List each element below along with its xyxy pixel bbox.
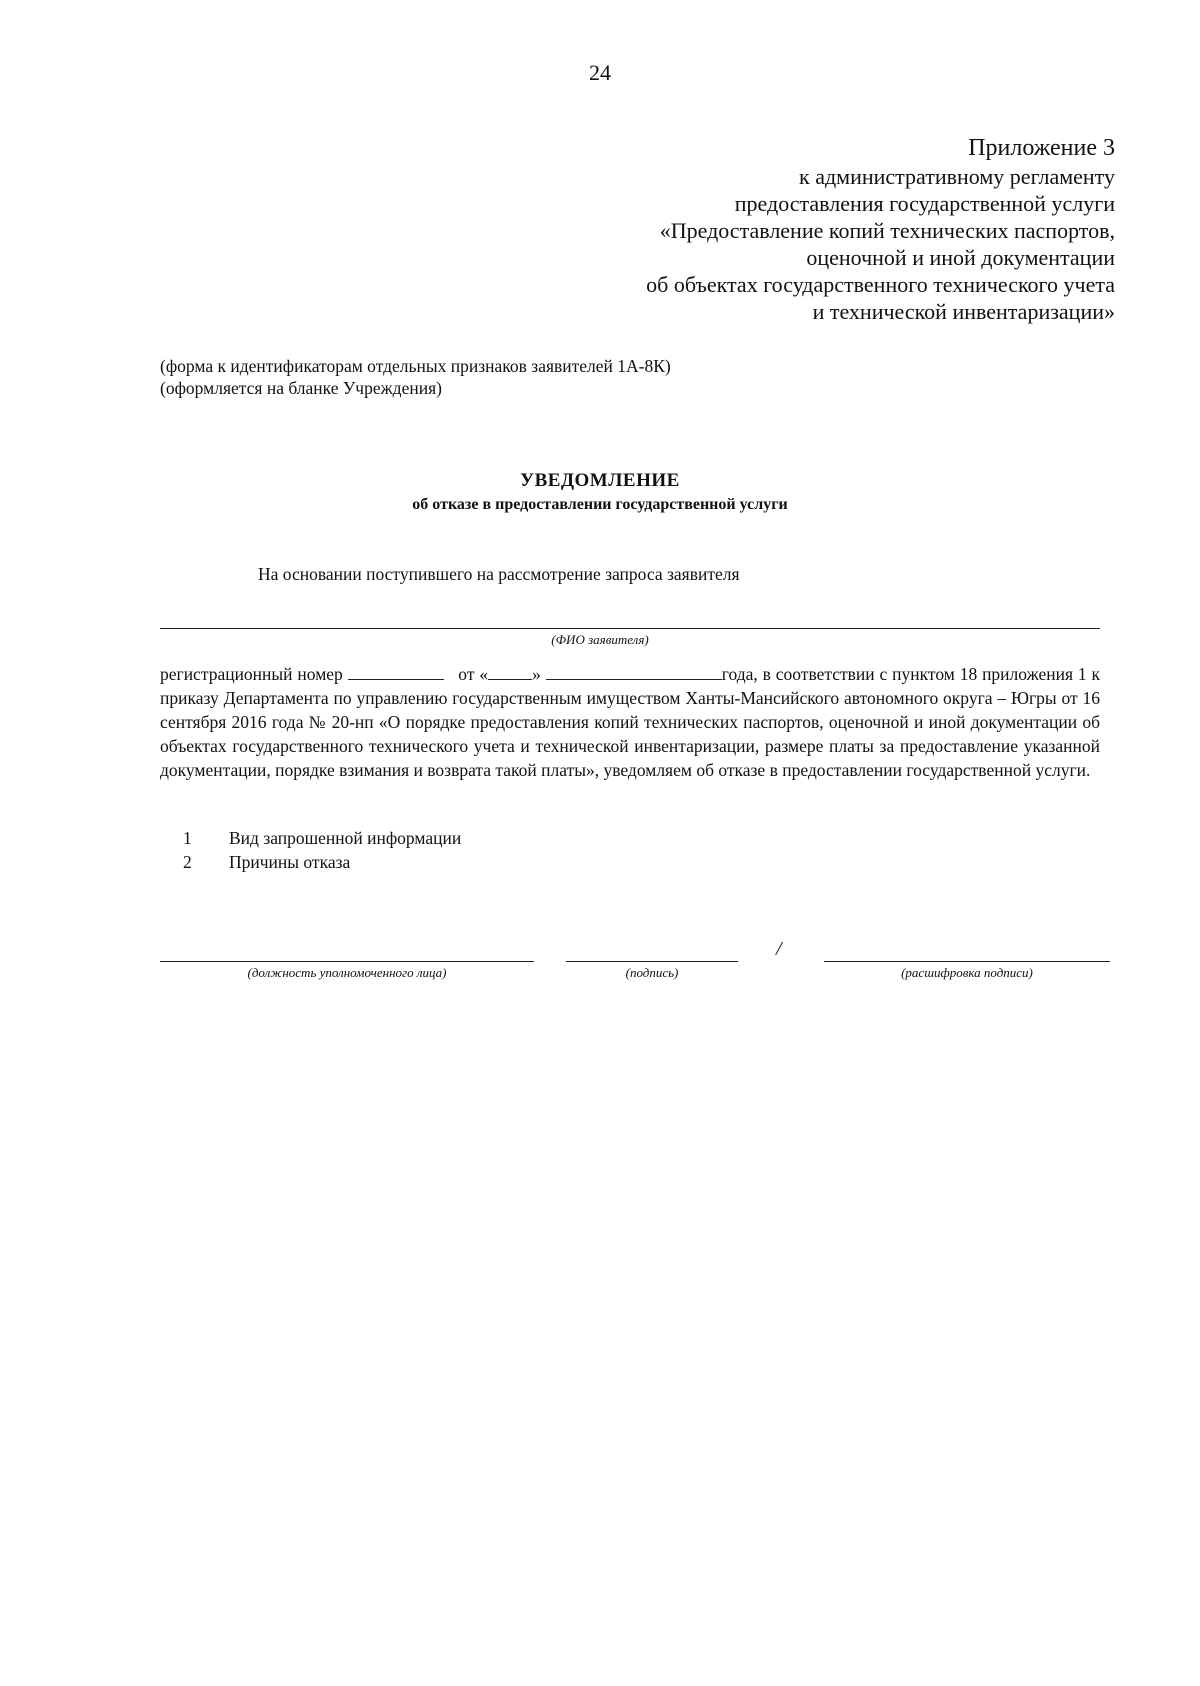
form-note-line: (форма к идентификаторам отдельных признаков заявителей 1А-8К) bbox=[160, 356, 671, 376]
signature-field-line bbox=[566, 961, 738, 962]
applicant-name-field-line bbox=[160, 628, 1100, 629]
registration-number-label: регистрационный номер bbox=[160, 664, 343, 684]
position-caption: (должность уполномоченного лица) bbox=[247, 965, 447, 980]
date-from-label: от « bbox=[458, 664, 489, 684]
basis-text: На основании поступившего на рассмотрение запроса заявителя bbox=[258, 564, 740, 584]
list-item bbox=[183, 826, 461, 850]
list-item-number: 2 bbox=[183, 852, 192, 872]
appendix-line: и технической инвентаризации» bbox=[812, 299, 1115, 324]
appendix-line: к административному регламенту bbox=[799, 164, 1115, 189]
notice-body bbox=[160, 662, 1100, 782]
signature-caption: (подпись) bbox=[625, 965, 679, 980]
list-item-number: 1 bbox=[183, 828, 192, 848]
appendix-title: Приложение 3 bbox=[968, 135, 1115, 161]
form-note bbox=[160, 355, 671, 399]
signature-decoding-field-line bbox=[824, 961, 1110, 962]
date-day-blank bbox=[488, 663, 532, 680]
appendix-line: «Предоставление копий технических паспортов, bbox=[659, 218, 1115, 243]
registration-number-blank bbox=[348, 663, 444, 680]
form-note-line: (оформляется на бланке Учреждения) bbox=[160, 378, 442, 398]
list-item-text: Причины отказа bbox=[229, 852, 351, 872]
appendix-header bbox=[415, 133, 1115, 325]
appendix-line: предоставления государственной услуги bbox=[734, 191, 1115, 216]
applicant-name-caption: (ФИО заявителя) bbox=[551, 632, 649, 647]
notice-items bbox=[183, 826, 461, 874]
signature-decoding-caption: (расшифровка подписи) bbox=[901, 965, 1033, 980]
signature-slash: / bbox=[776, 938, 782, 960]
notice-subtitle: об отказе в предоставлении государственной услуги bbox=[412, 496, 788, 513]
page-number: 24 bbox=[589, 60, 611, 85]
notice-body-text: года, в соответствии с пунктом 18 приложения 1 к приказу Департамента по управлению государственным имуществом Ханты-Мансийского автономного округа – Югры от 16 сентября 2016 года № 20-нп «О порядке предоставления копий технических паспортов, оценочной и иной документации об объектах государственного технического учета и технической инвентаризации, размере платы за предоставление указанной документации, порядке взимания и возврата такой платы», уведомляем об отказе в предоставлении государственной услуги. bbox=[160, 664, 1101, 780]
list-item bbox=[183, 850, 461, 874]
appendix-line: оценочной и иной документации bbox=[806, 245, 1115, 270]
notice-heading bbox=[0, 470, 1200, 514]
date-month-year-blank bbox=[546, 663, 722, 680]
appendix-line: об объектах государственного технического учета bbox=[646, 272, 1115, 297]
position-field-line bbox=[160, 961, 534, 962]
notice-title: УВЕДОМЛЕНИЕ bbox=[520, 470, 680, 491]
date-quote-close: » bbox=[532, 664, 541, 684]
list-item-text: Вид запрошенной информации bbox=[229, 828, 462, 848]
